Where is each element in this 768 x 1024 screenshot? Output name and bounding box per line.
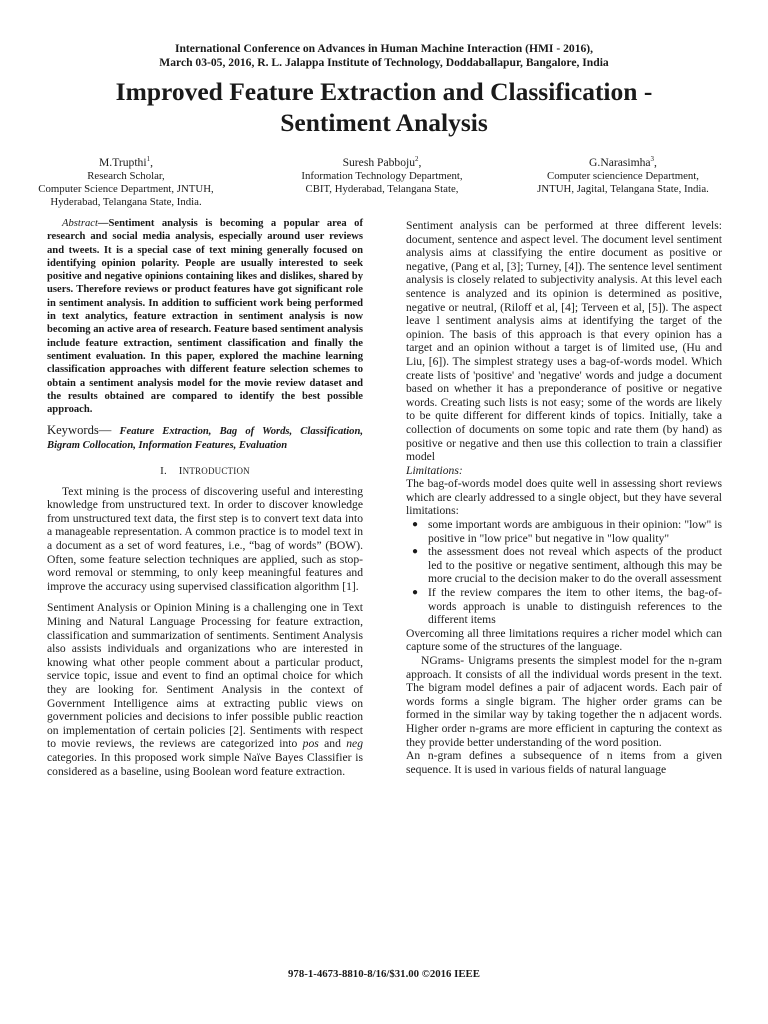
author-affiliation-line: Research Scholar,: [87, 169, 165, 182]
list-item-text: the assessment does not reveal which aspects of the product led to the positive or negative sentiment, although this may be more crucial to the decision maker to do the overall assessment: [428, 545, 722, 586]
intro-paragraph-2-text-c: categories. In this proposed work simple Naïve Bayes Classifier is considered as a baseline, using Boolean word feature extraction.: [47, 750, 363, 778]
intro-paragraph-2: [47, 601, 363, 778]
abstract: [47, 217, 363, 416]
author-sup: 1: [146, 155, 151, 163]
overcoming-paragraph: Overcoming all three limitations requires a richer model which can capture some of the structures of the language.: [406, 626, 722, 654]
author-affiliation-line: Information Technology Department,: [301, 169, 463, 182]
neg-term: neg: [346, 737, 363, 751]
pos-term: pos: [302, 737, 319, 751]
author-affiliation-line: Computer Science Department, JNTUH,: [38, 182, 214, 195]
list-item: [412, 545, 722, 586]
section-title-rest: NTRODUCTION: [182, 466, 250, 477]
title-line-1: Improved Feature Extraction and Classification -: [115, 77, 653, 106]
abstract-label: Abstract: [62, 218, 98, 229]
author-affiliation-line: JNTUH, Jagital, Telangana State, India.: [537, 182, 709, 195]
abstract-dash: —: [97, 218, 109, 229]
author-2: [274, 152, 490, 196]
section-heading-introduction: [47, 465, 363, 479]
keywords: [47, 424, 363, 452]
bullet-icon: ●: [412, 519, 419, 531]
left-column: [47, 217, 363, 778]
author-name-suffix: ,: [418, 155, 422, 169]
intro-paragraph-2-text-a: Sentiment Analysis or Opinion Mining is a challenging one in Text Mining and Natural Language Processing for feature extraction, classification and summarization of sentiments. Sentiment Analysis also assists individuals and organizations who are interested in knowing what other people comment about a particular product, service topic, issue and event to find an optimal choice for which they are looking for. Sentiment Analysis in the context of Government Intelligence aims at extracting public views on government policies and decisions to infer possible public reaction on implementation of certain policies [2]. Sentiments with respect to movie reviews, the reviews are categorized into: [47, 601, 363, 751]
limitations-label: Limitations:: [406, 463, 463, 477]
author-sup: 3: [650, 155, 655, 163]
author-affiliation-line: CBIT, Hyderabad, Telangana State,: [305, 182, 459, 195]
author-name-suffix: ,: [150, 155, 153, 169]
conference-header: [0, 42, 768, 70]
bullet-icon: ●: [412, 587, 419, 599]
list-item: [412, 586, 722, 627]
abstract-text: Sentiment analysis is becoming a popular area of research and social media analysis, especially around user reviews and tweets. It is a special case of text mining generally focused on identifying opinion polarity. People are usually interested to seek positive and negative opinions containing likes and dislikes, shared by users. Therefore reviews or product features have got significant role in sentiment analysis. In addition to sufficient work being performed in text analytics, feature extraction in sentiment analysis is now becoming an active area of research. Feature based sentiment analysis include feature extraction, sentiment classification and finally the sentiment evaluation. In this paper, explored the machine learning classification approaches with different feature selection schemes to obtain a sentiment analysis model for the movie review dataset and the results obtained are compared to identify the best possible approach.: [47, 218, 363, 416]
conference-line-1: International Conference on Advances in Human Machine Interaction (HMI - 2016),: [174, 42, 594, 55]
author-name-suffix: ,: [654, 155, 657, 169]
author-name: Suresh Pabboju: [342, 155, 416, 169]
list-item-text: some important words are ambiguous in their opinion: "low" is positive in "low price" but negative in "low quality": [428, 518, 722, 545]
copyright-footer: 978-1-4673-8810-8/16/$31.00 ©2016 IEEE: [288, 968, 480, 980]
section-number: I.: [160, 465, 167, 478]
ngrams-paragraph: NGrams- Unigrams presents the simplest model for the n-gram approach. It consists of all the individual words present in the text. The bigram model defines a pair of adjacent words. Each pair of words forms a single bigram. The higher order grams can be formed in the similar way by taking together the n adjacent words. Higher order n-grams are more efficient in capturing the context as they provide better understanding of the word position.: [406, 654, 722, 749]
paper-title: [0, 76, 768, 138]
section-title-initial: I: [178, 465, 183, 478]
author-affiliation-line: Hyderabad, Telangana State, India.: [50, 195, 202, 208]
conference-line-2: March 03-05, 2016, R. L. Jalappa Institute of Technology, Doddaballapur, Bangalore, India: [159, 56, 609, 69]
intro-paragraph-1: Text mining is the process of discovering useful and interesting knowledge from unstructured text. In order to discover knowledge from unstructured text data, the first step is to convert text data into a manageable representation. A common practice is to model text in a document as a set of word features, i.e., “bag of words” (BOW). Often, some feature selection techniques are applied, such as stop-word removal or stemming, to only keep meaningful features and improve the accuracy using supervised classification algorithm [1].: [47, 484, 363, 593]
right-column: [406, 219, 722, 776]
bullet-icon: ●: [412, 546, 419, 558]
keywords-label: Keywords—: [47, 423, 112, 438]
keywords-text: Feature Extraction, Bag of Words, Classification, Bigram Collocation, Information Features, Evaluation: [47, 426, 363, 451]
author-affiliation-line: Computer sciencience Department,: [547, 169, 699, 182]
ngram-definition-paragraph: An n-gram defines a subsequence of n items from a given sequence. It is used in various fields of natural language: [406, 749, 722, 776]
author-3: [496, 152, 750, 196]
levels-paragraph: Sentiment analysis can be performed at three different levels: document, sentence and aspect level. The document level sentiment analysis aims at classifying the entire document as positive or negative, (Pang et al, [3]; Turney, [4]). The sentence level sentiment analysis is closely related to subjectivity analysis. At this level each sentence is analyzed and its opinion is determined as positive, negative or neutral, (Riloff et al, [4]; Terveen et al, [5]). The aspect leave l sentiment analysis aims at identifying the target of the opinion. The basis of this approach is that every opinion has a target and an opinion without a target is of limited use, (Hu and Liu, [6]). The simplest strategy uses a bag-of-words model. Which create lists of 'positive' and 'negative' words and judge a document based on whether it has a preponderance of positive or negative words. Creating such lists is not easy; some of the words are likely to be quite different for different kinds of topics. Initially, take a collection of documents on some topic and rate them (by hand) as positive or negative and then use this collection to train a classifier model: [406, 219, 722, 464]
list-item: [412, 518, 722, 545]
list-item-text: If the review compares the item to other items, the bag-of-words approach is unable to distinguish references to the different items: [428, 586, 722, 627]
author-1: [18, 152, 234, 209]
author-sup: 2: [415, 155, 419, 163]
limitations-paragraph: The bag-of-words model does quite well in assessing short reviews which are clearly addressed to a single object, but they have several limitations:: [406, 477, 722, 518]
title-line-2: Sentiment Analysis: [280, 108, 488, 137]
author-name: M.Trupthi: [99, 155, 147, 169]
intro-paragraph-2-text-b: and: [318, 737, 347, 751]
author-name: G.Narasimha: [589, 155, 651, 169]
limitations-list: [406, 518, 722, 627]
